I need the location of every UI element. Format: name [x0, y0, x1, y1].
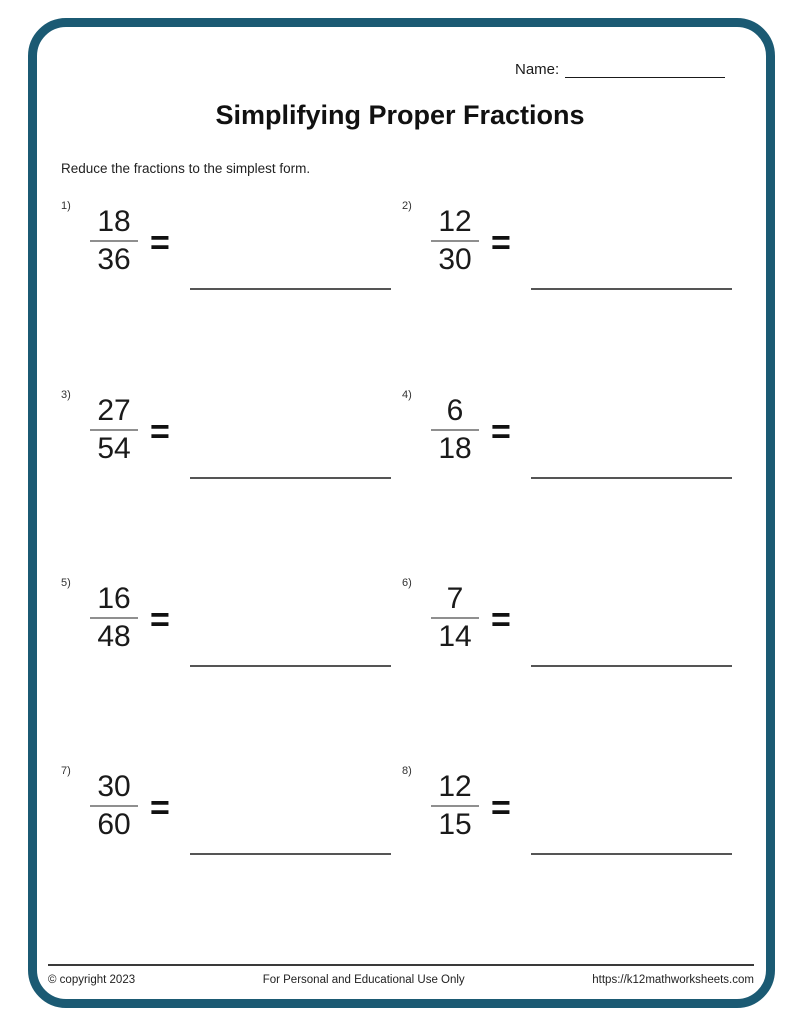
problem-8	[401, 765, 736, 880]
equals-sign: =	[491, 224, 511, 262]
problem-number: 8)	[402, 765, 412, 777]
fraction-numerator: 12	[438, 770, 472, 803]
fraction	[84, 204, 144, 278]
answer-blank-line[interactable]	[190, 288, 391, 290]
name-label: Name:	[515, 61, 560, 78]
fraction	[425, 581, 485, 655]
problem-number: 3)	[61, 389, 71, 401]
problem-2	[401, 200, 736, 315]
answer-blank-line[interactable]	[531, 477, 732, 479]
answer-blank-line[interactable]	[531, 665, 732, 667]
footer	[48, 964, 754, 986]
problem-5	[60, 577, 395, 692]
problem-number: 6)	[402, 577, 412, 589]
answer-blank-line[interactable]	[190, 665, 391, 667]
problem-4	[401, 389, 736, 504]
footer-copyright: © copyright 2023	[48, 974, 136, 986]
fraction-numerator: 7	[446, 582, 464, 615]
fraction-numerator: 27	[97, 394, 131, 427]
answer-blank-line[interactable]	[190, 477, 391, 479]
fraction-numerator: 30	[97, 770, 131, 803]
equals-sign: =	[150, 413, 170, 451]
problem-3	[60, 389, 395, 504]
fraction	[84, 581, 144, 655]
fraction-denominator: 30	[431, 240, 478, 278]
problem-number: 5)	[61, 577, 71, 589]
name-row	[515, 61, 725, 78]
equals-sign: =	[491, 789, 511, 827]
footer-usage: For Personal and Educational Use Only	[262, 974, 465, 986]
answer-blank-line[interactable]	[531, 853, 732, 855]
fraction-denominator: 18	[431, 429, 478, 467]
fraction	[84, 393, 144, 467]
fraction-denominator: 36	[90, 240, 137, 278]
problem-number: 4)	[402, 389, 412, 401]
fraction-denominator: 60	[90, 805, 137, 843]
problem-number: 2)	[402, 200, 412, 212]
answer-blank-line[interactable]	[190, 853, 391, 855]
equals-sign: =	[150, 601, 170, 639]
problem-number: 1)	[61, 200, 71, 212]
fraction	[425, 393, 485, 467]
problem-1	[60, 200, 395, 315]
problem-number: 7)	[61, 765, 71, 777]
fraction-denominator: 54	[90, 429, 137, 467]
equals-sign: =	[491, 413, 511, 451]
fraction-numerator: 6	[446, 394, 464, 427]
fraction-denominator: 15	[431, 805, 478, 843]
equals-sign: =	[150, 224, 170, 262]
fraction-denominator: 48	[90, 617, 137, 655]
fraction	[425, 769, 485, 843]
fraction-denominator: 14	[431, 617, 478, 655]
name-blank-line[interactable]	[565, 61, 725, 78]
fraction-numerator: 12	[438, 205, 472, 238]
footer-url: https://k12mathworksheets.com	[592, 974, 754, 986]
equals-sign: =	[491, 601, 511, 639]
answer-blank-line[interactable]	[531, 288, 732, 290]
fraction	[84, 769, 144, 843]
fraction-numerator: 16	[97, 582, 131, 615]
instruction-text: Reduce the fractions to the simplest form.	[61, 161, 311, 176]
page-title: Simplifying Proper Fractions	[215, 100, 585, 130]
equals-sign: =	[150, 789, 170, 827]
fraction	[425, 204, 485, 278]
problem-6	[401, 577, 736, 692]
problem-7	[60, 765, 395, 880]
fraction-numerator: 18	[97, 205, 131, 238]
